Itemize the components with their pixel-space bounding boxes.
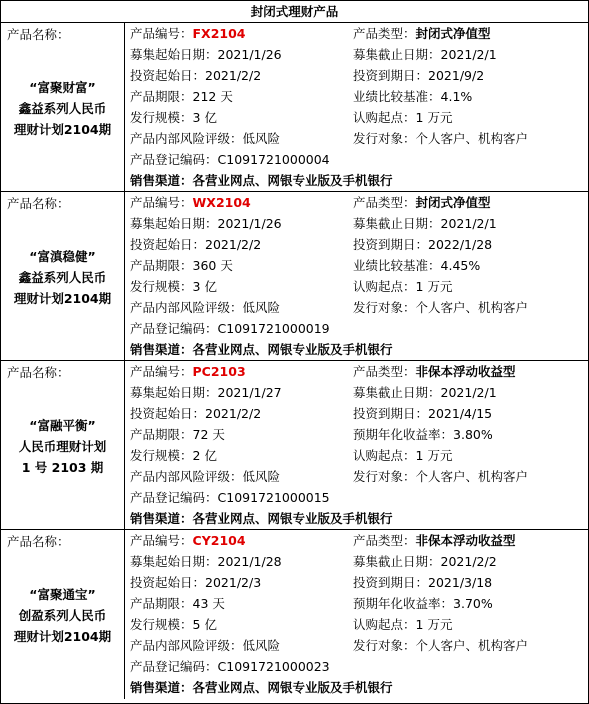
invest-start-date: 2021/2/2 bbox=[205, 237, 262, 252]
type-label: 产品类型： bbox=[353, 533, 416, 548]
invest-end-date: 2021/3/18 bbox=[428, 575, 493, 590]
sales-channel: 各营业网点、网银专业版及手机银行 bbox=[192, 342, 393, 357]
risk-label: 产品内部风险评级： bbox=[130, 469, 243, 484]
product-name-line: 理财计划2104期 bbox=[13, 122, 112, 137]
name-label: 产品名称： bbox=[7, 196, 70, 211]
product-name-cell bbox=[1, 23, 125, 191]
min-label: 认购起点： bbox=[353, 617, 416, 632]
product-name bbox=[1, 415, 124, 478]
product-type: 非保本浮动收益型 bbox=[415, 533, 516, 548]
raise-end-date: 2021/2/1 bbox=[440, 47, 497, 62]
issue-target: 个人客户、机构客户 bbox=[415, 638, 529, 653]
product-type: 非保本浮动收益型 bbox=[415, 364, 516, 379]
product-type: 封闭式净值型 bbox=[415, 195, 491, 210]
risk-label: 产品内部风险评级： bbox=[130, 638, 243, 653]
code-label: 产品编号： bbox=[130, 26, 193, 41]
product-name-cell bbox=[1, 192, 125, 360]
product-code: WX2104 bbox=[192, 195, 251, 210]
channel-label: 销售渠道： bbox=[130, 342, 193, 357]
product-name-line: 创盈系列人民币 bbox=[18, 608, 107, 623]
type-label: 产品类型： bbox=[353, 195, 416, 210]
raise-end-date: 2021/2/1 bbox=[440, 385, 497, 400]
invest-start-label: 投资起始日： bbox=[130, 575, 206, 590]
benchmark-value: 4.1% bbox=[440, 89, 473, 104]
raise-start-date: 2021/1/26 bbox=[217, 216, 282, 231]
risk-label: 产品内部风险评级： bbox=[130, 300, 243, 315]
product-term: 360 天 bbox=[192, 258, 233, 273]
benchmark-label: 预期年化收益率： bbox=[353, 596, 454, 611]
sales-channel: 各营业网点、网银专业版及手机银行 bbox=[192, 173, 393, 188]
term-label: 产品期限： bbox=[130, 596, 193, 611]
target-label: 发行对象： bbox=[353, 131, 416, 146]
product-name-line: “富聚财富” bbox=[29, 80, 96, 95]
product-details bbox=[125, 192, 588, 360]
term-label: 产品期限： bbox=[130, 89, 193, 104]
raise-start-date: 2021/1/26 bbox=[217, 47, 282, 62]
raise-end-label: 募集截止日期： bbox=[353, 47, 441, 62]
product-name bbox=[1, 584, 124, 647]
product-name-line: 鑫益系列人民币 bbox=[18, 270, 107, 285]
issue-scale: 3 亿 bbox=[192, 110, 217, 125]
issue-target: 个人客户、机构客户 bbox=[415, 131, 529, 146]
raise-end-date: 2021/2/2 bbox=[440, 554, 497, 569]
registration-code: C1091721000015 bbox=[217, 490, 330, 505]
invest-start-date: 2021/2/3 bbox=[205, 575, 262, 590]
registration-code: C1091721000004 bbox=[217, 152, 330, 167]
raise-end-label: 募集截止日期： bbox=[353, 216, 441, 231]
invest-start-label: 投资起始日： bbox=[130, 237, 206, 252]
channel-label: 销售渠道： bbox=[130, 173, 193, 188]
target-label: 发行对象： bbox=[353, 638, 416, 653]
reg-label: 产品登记编码： bbox=[130, 490, 218, 505]
product-name-line: 人民币理财计划 bbox=[18, 439, 107, 454]
risk-rating: 低风险 bbox=[242, 469, 281, 484]
scale-label: 发行规模： bbox=[130, 110, 193, 125]
raise-start-date: 2021/1/28 bbox=[217, 554, 282, 569]
risk-rating: 低风险 bbox=[242, 638, 281, 653]
risk-rating: 低风险 bbox=[242, 300, 281, 315]
product-details bbox=[125, 23, 588, 191]
reg-label: 产品登记编码： bbox=[130, 321, 218, 336]
reg-label: 产品登记编码： bbox=[130, 659, 218, 674]
product-name-cell bbox=[1, 361, 125, 529]
invest-end-label: 投资到期日： bbox=[353, 68, 429, 83]
raise-start-label: 募集起始日期： bbox=[130, 216, 218, 231]
product-code: CY2104 bbox=[192, 533, 246, 548]
invest-end-date: 2021/4/15 bbox=[428, 406, 493, 421]
channel-label: 销售渠道： bbox=[130, 680, 193, 695]
product-row bbox=[1, 530, 588, 699]
benchmark-value: 3.70% bbox=[453, 596, 493, 611]
product-name-line: “富融平衡” bbox=[29, 418, 96, 433]
product-term: 43 天 bbox=[192, 596, 225, 611]
min-subscription: 1 万元 bbox=[415, 448, 453, 463]
type-label: 产品类型： bbox=[353, 364, 416, 379]
min-subscription: 1 万元 bbox=[415, 110, 453, 125]
risk-label: 产品内部风险评级： bbox=[130, 131, 243, 146]
product-details bbox=[125, 361, 588, 529]
issue-scale: 5 亿 bbox=[192, 617, 217, 632]
product-name bbox=[1, 246, 124, 309]
name-label: 产品名称： bbox=[7, 534, 70, 549]
product-details bbox=[125, 530, 588, 699]
product-term: 212 天 bbox=[192, 89, 233, 104]
code-label: 产品编号： bbox=[130, 364, 193, 379]
min-label: 认购起点： bbox=[353, 110, 416, 125]
channel-label: 销售渠道： bbox=[130, 511, 193, 526]
invest-end-date: 2021/9/2 bbox=[428, 68, 485, 83]
product-name-line: “富聚通宝” bbox=[29, 587, 96, 602]
raise-start-label: 募集起始日期： bbox=[130, 554, 218, 569]
product-name-cell bbox=[1, 530, 125, 699]
product-name-line: 理财计划2104期 bbox=[13, 291, 112, 306]
min-subscription: 1 万元 bbox=[415, 279, 453, 294]
target-label: 发行对象： bbox=[353, 300, 416, 315]
product-name-line: 鑫益系列人民币 bbox=[18, 101, 107, 116]
invest-start-label: 投资起始日： bbox=[130, 406, 206, 421]
sales-channel: 各营业网点、网银专业版及手机银行 bbox=[192, 511, 393, 526]
benchmark-label: 业绩比较基准： bbox=[353, 89, 441, 104]
invest-end-date: 2022/1/28 bbox=[428, 237, 493, 252]
product-term: 72 天 bbox=[192, 427, 225, 442]
product-row bbox=[1, 361, 588, 530]
name-label: 产品名称： bbox=[7, 27, 70, 42]
reg-label: 产品登记编码： bbox=[130, 152, 218, 167]
product-row bbox=[1, 23, 588, 192]
issue-target: 个人客户、机构客户 bbox=[415, 469, 529, 484]
issue-target: 个人客户、机构客户 bbox=[415, 300, 529, 315]
target-label: 发行对象： bbox=[353, 469, 416, 484]
raise-end-date: 2021/2/1 bbox=[440, 216, 497, 231]
benchmark-label: 业绩比较基准： bbox=[353, 258, 441, 273]
registration-code: C1091721000023 bbox=[217, 659, 330, 674]
min-label: 认购起点： bbox=[353, 279, 416, 294]
sales-channel: 各营业网点、网银专业版及手机银行 bbox=[192, 680, 393, 695]
raise-end-label: 募集截止日期： bbox=[353, 554, 441, 569]
scale-label: 发行规模： bbox=[130, 617, 193, 632]
invest-start-date: 2021/2/2 bbox=[205, 68, 262, 83]
min-subscription: 1 万元 bbox=[415, 617, 453, 632]
invest-start-date: 2021/2/2 bbox=[205, 406, 262, 421]
product-type: 封闭式净值型 bbox=[415, 26, 491, 41]
product-code: FX2104 bbox=[192, 26, 246, 41]
issue-scale: 3 亿 bbox=[192, 279, 217, 294]
type-label: 产品类型： bbox=[353, 26, 416, 41]
benchmark-label: 预期年化收益率： bbox=[353, 427, 454, 442]
product-name-line: 1 号 2103 期 bbox=[21, 460, 104, 475]
raise-end-label: 募集截止日期： bbox=[353, 385, 441, 400]
raise-start-label: 募集起始日期： bbox=[130, 47, 218, 62]
scale-label: 发行规模： bbox=[130, 448, 193, 463]
invest-start-label: 投资起始日： bbox=[130, 68, 206, 83]
min-label: 认购起点： bbox=[353, 448, 416, 463]
table-title: 封闭式理财产品 bbox=[1, 1, 588, 23]
product-name bbox=[1, 77, 124, 140]
benchmark-value: 3.80% bbox=[453, 427, 493, 442]
name-label: 产品名称： bbox=[7, 365, 70, 380]
product-row bbox=[1, 192, 588, 361]
product-name-line: “富滇稳健” bbox=[29, 249, 96, 264]
invest-end-label: 投资到期日： bbox=[353, 575, 429, 590]
term-label: 产品期限： bbox=[130, 258, 193, 273]
code-label: 产品编号： bbox=[130, 533, 193, 548]
risk-rating: 低风险 bbox=[242, 131, 281, 146]
product-name-line: 理财计划2104期 bbox=[13, 629, 112, 644]
code-label: 产品编号： bbox=[130, 195, 193, 210]
invest-end-label: 投资到期日： bbox=[353, 237, 429, 252]
issue-scale: 2 亿 bbox=[192, 448, 217, 463]
benchmark-value: 4.45% bbox=[440, 258, 481, 273]
registration-code: C1091721000019 bbox=[217, 321, 330, 336]
scale-label: 发行规模： bbox=[130, 279, 193, 294]
product-code: PC2103 bbox=[192, 364, 246, 379]
invest-end-label: 投资到期日： bbox=[353, 406, 429, 421]
raise-start-date: 2021/1/27 bbox=[217, 385, 282, 400]
raise-start-label: 募集起始日期： bbox=[130, 385, 218, 400]
term-label: 产品期限： bbox=[130, 427, 193, 442]
